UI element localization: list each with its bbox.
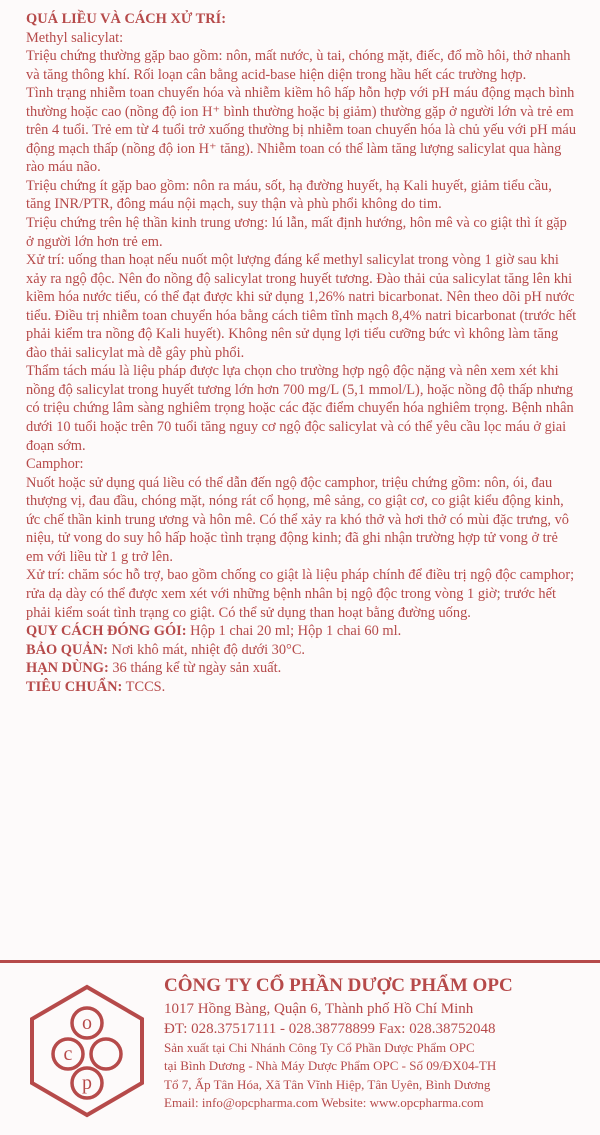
spec-packaging <box>26 622 578 641</box>
spec-standard <box>26 678 578 697</box>
opc-logo <box>26 983 148 1119</box>
paragraph: Methyl salicylat: <box>26 29 124 46</box>
paragraph: Triệu chứng trên hệ thần kinh trung ương: lú lẫn, mất định hướng, hôn mê và co giật thì ít gặp ở người lớn hơn trẻ em. <box>26 215 567 250</box>
logo-letter: o <box>82 1012 92 1034</box>
company-name: CÔNG TY CỔ PHẦN DƯỢC PHẨM OPC <box>164 975 513 996</box>
company-address: 1017 Hồng Bàng, Quận 6, Thành phố Hồ Chí Minh <box>164 1001 474 1017</box>
paragraph: Tình trạng nhiễm toan chuyển hóa và nhiễm kiềm hô hấp hỗn hợp với pH máu động mạch bình thường hoặc cao (nồng độ ion H⁺ bình thường hoặc bị giảm) thường gặp ở người lớn và trẻ em trên 4 tuổi. Trẻ em từ 4 tuổi trở xuống thường bị nhiễm toan chuyển hóa là chủ yếu với pH máu động mạch thấp (nồng độ ion H⁺ tăng). Nhiễm toan có thể làm tăng lượng salicylat qua hàng rào máu não. <box>26 85 577 176</box>
logo-letter: p <box>82 1072 92 1094</box>
spec-label: HẠN DÙNG: <box>26 660 109 677</box>
paragraph: Nuốt hoặc sử dụng quá liều có thể dẫn đến ngộ độc camphor, triệu chứng gồm: nôn, ói, đau thượng vị, đau đầu, chóng mặt, nóng rát cổ họng, mê sảng, co giật cơ, co giật kiểu động kinh, ức chế thần kinh trung ương và hôn mê. Có thể xảy ra khó thở và hơi thở có mùi đặc trưng, vô niệu, tử vong do suy hô hấp hoặc tình trạng động kinh; đã ghi nhận trường hợp tử vong ở trẻ em với liều từ 1 g trở lên. <box>26 474 570 565</box>
paragraph: Xử trí: chăm sóc hỗ trợ, bao gồm chống co giật là liệu pháp chính để điều trị ngộ độc camphor; rửa dạ dày có thể được xem xét với những bệnh nhân bị ngộ độc trong vòng 1 giờ; trước hết phải kiểm soát tình trạng co giật. Có thể sử dụng than hoạt bằng đường uống. <box>26 567 575 621</box>
spec-shelf-life <box>26 659 578 678</box>
paragraph: Xử trí: uống than hoạt nếu nuốt một lượng đáng kể methyl salicylat trong vòng 1 giờ sau khi xảy ra ngộ độc. Nên đo nồng độ salicylat trong huyết tương. Đào thải của salicylat tăng lên khi kiềm hóa nước tiểu, có thể đạt được khi sử dụng 1,26% natri bicarbonat. Nên theo dõi pH nước tiểu. Điều trị nhiễm toan chuyển hóa bằng cách tiêm tĩnh mạch 8,4% natri bicarbonat (trước hết phải kiểm tra nồng độ Kali huyết). Không nên sử dụng lợi tiểu cưỡng bức vì không làm tăng đào thải salicylat mà dễ gây phù phổi. <box>26 252 577 361</box>
logo-letter: c <box>63 1043 73 1065</box>
paragraph: Thẩm tách máu là liệu pháp được lựa chọn cho trường hợp ngộ độc nặng và nên xem xét khi nồng độ salicylat trong huyết tương lớn hơn 700 mg/L (5,1 mmol/L), hoặc nồng độ thấp nhưng có triệu chứng lâm sàng nghiêm trọng hoặc các đặc điểm chuyển hóa nghiêm trọng. Bệnh nhân dưới 10 tuổi hoặc trên 70 tuổi tăng nguy cơ ngộ độc salicylat và có thể yêu cầu lọc máu ở giai đoạn sớm. <box>26 363 574 454</box>
overdose-section <box>26 10 578 696</box>
spec-value: TCCS. <box>122 678 166 695</box>
spec-value: Nơi khô mát, nhiệt độ dưới 30°C. <box>107 641 306 658</box>
spec-storage <box>26 641 578 660</box>
spec-label: TIÊU CHUẨN: <box>26 678 123 695</box>
spec-value: 36 tháng kể từ ngày sản xuất. <box>108 660 282 677</box>
company-info <box>164 973 572 1113</box>
factory-line: Tổ 7, Ấp Tân Hóa, Xã Tân Vĩnh Hiệp, Tân Uyên, Bình Dương <box>164 1076 491 1092</box>
company-phone: ĐT: 028.37517111 - 028.38778899 Fax: 028.38752048 <box>164 1021 496 1037</box>
factory-line: Sản xuất tại Chi Nhánh Công Ty Cổ Phần Dược Phẩm OPC <box>164 1040 475 1055</box>
company-contact: Email: info@opcpharma.com Website: www.opcpharma.com <box>164 1095 484 1111</box>
factory-line: tại Bình Dương - Nhà Máy Dược Phẩm OPC - Số 09/ĐX04-TH <box>164 1058 497 1074</box>
company-footer <box>0 963 600 1135</box>
paragraph: Triệu chứng ít gặp bao gồm: nôn ra máu, sốt, hạ đường huyết, hạ Kali huyết, giảm tiểu cầu, tăng INR/PTR, đông máu nội mạch, suy thận và phù phổi không do tim. <box>26 177 552 213</box>
paragraph: Camphor: <box>26 456 84 473</box>
spec-label: QUY CÁCH ĐÓNG GÓI: <box>26 623 187 640</box>
section-heading: QUÁ LIỀU VÀ CÁCH XỬ TRÍ: <box>26 11 227 27</box>
paragraph: Triệu chứng thường gặp bao gồm: nôn, mất nước, ù tai, chóng mặt, điếc, đổ mồ hôi, thở nhanh và tăng thông khí. Rối loạn cân bằng acid-base hiện diện trong hầu hết các trường hợp. <box>26 48 571 83</box>
spec-label: BẢO QUẢN: <box>26 641 108 658</box>
spec-value: Hộp 1 chai 20 ml; Hộp 1 chai 60 ml. <box>186 623 402 640</box>
